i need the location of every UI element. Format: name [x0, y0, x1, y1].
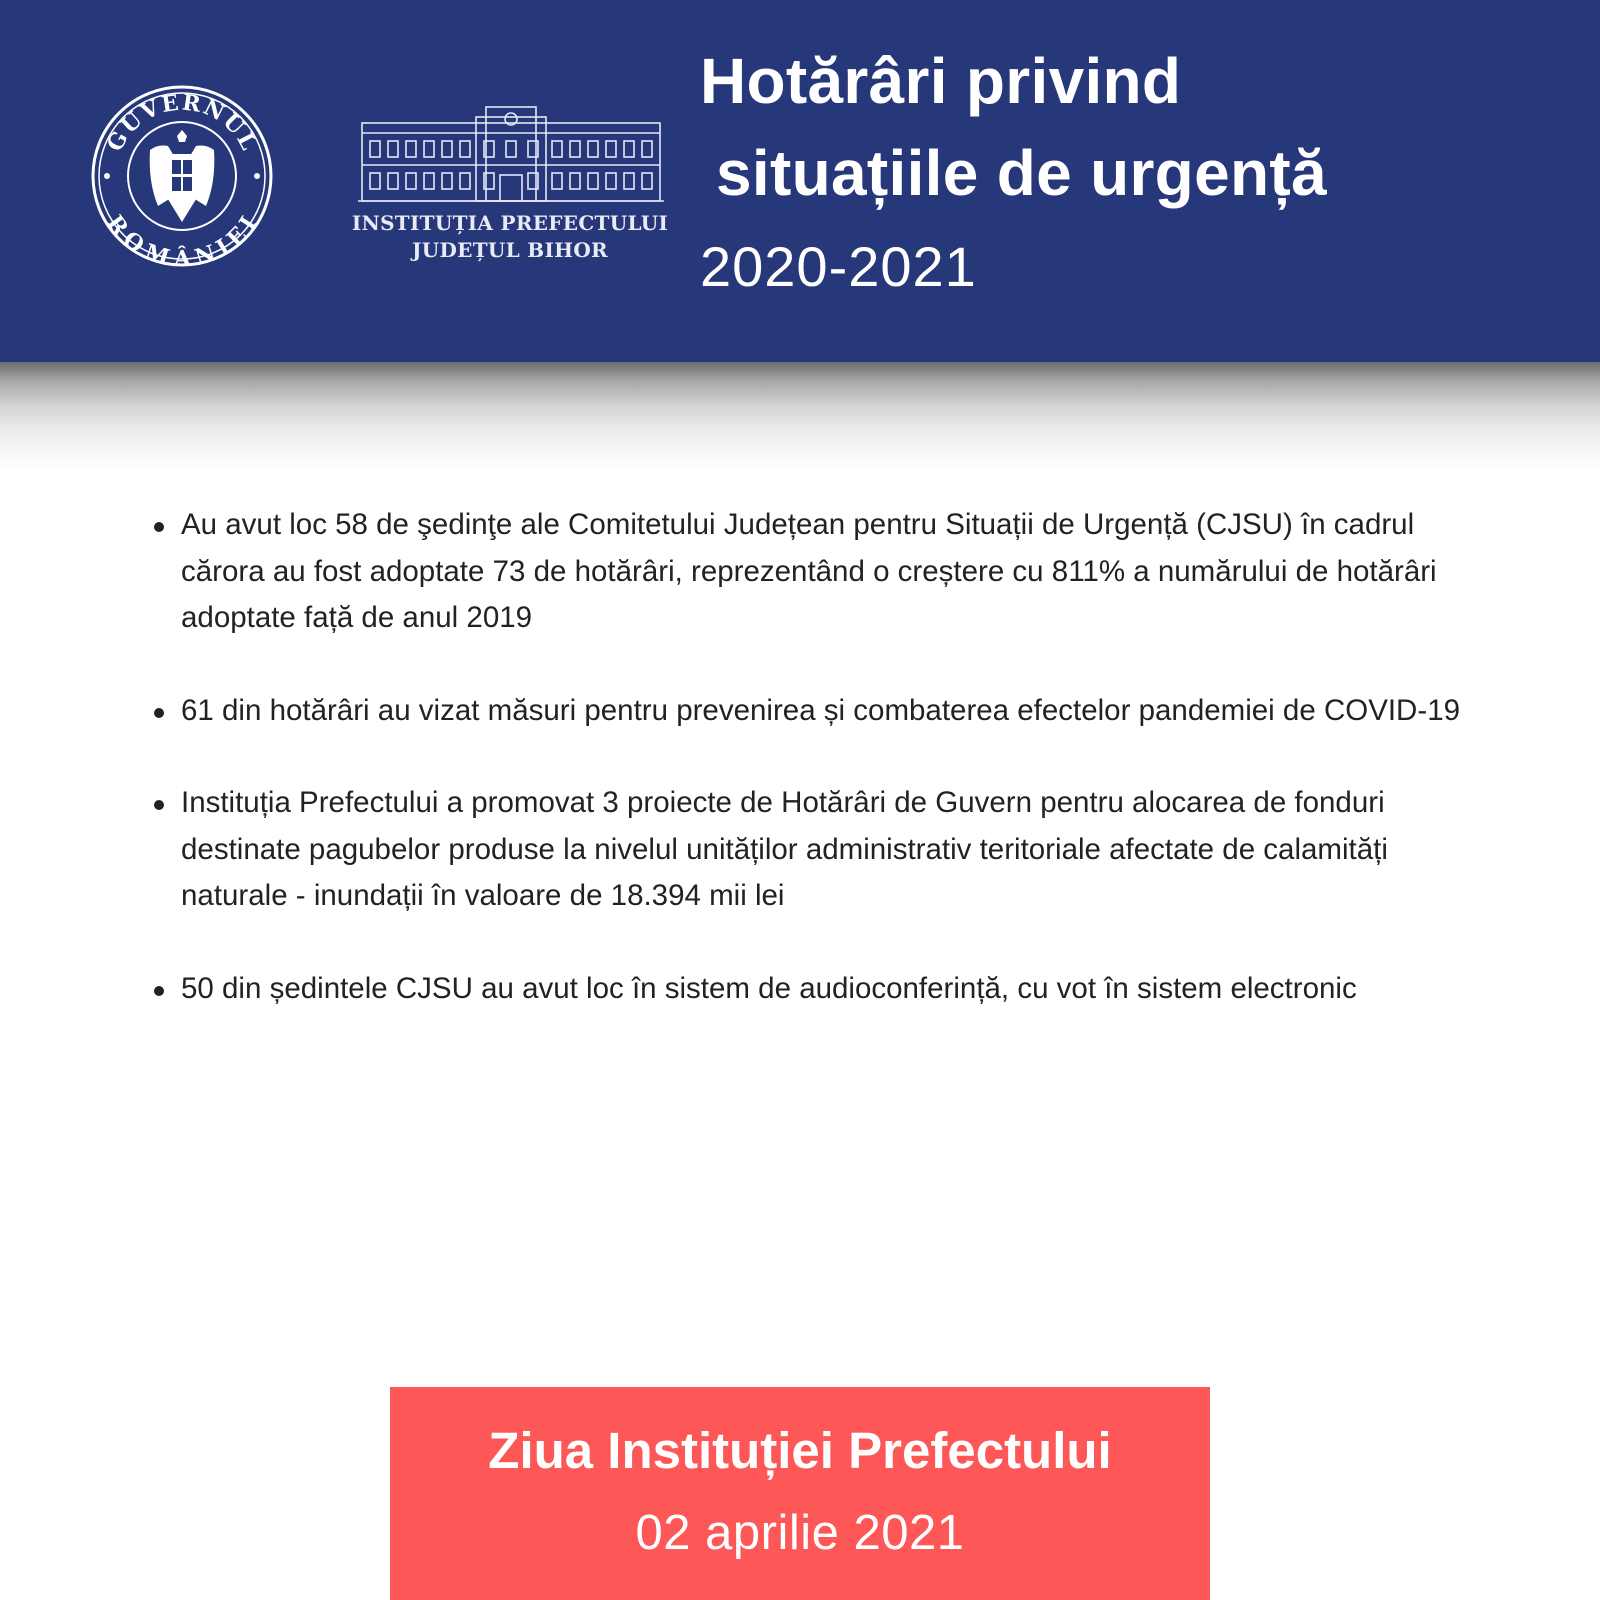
institution-name-line1: INSTITUȚIA PREFECTULUI — [351, 211, 669, 235]
title-line2: situațiile de urgență — [716, 137, 1327, 209]
header-shadow — [0, 362, 1600, 472]
bullet-dot-icon — [154, 708, 164, 718]
bullet-text: 50 din ședintele CJSU au avut loc în sistem de audioconferință, cu vot în sistem electronic — [181, 971, 1357, 1005]
bullet-text: Au avut loc 58 de şedinţe ale Comitetului Județean pentru Situații de Urgență (CJSU) în cadrul cărora au fost adoptate 73 de hotărâri, reprezentând o creștere cu 811% a numărului de hotărâri adoptate față de anul 2019 — [181, 508, 1437, 634]
footer-banner — [390, 1387, 1210, 1600]
institution-name-line2: JUDEȚUL BIHOR — [412, 238, 608, 262]
bullet-text: Instituția Prefectului a promovat 3 proiecte de Hotărâri de Guvern pentru alocarea de fonduri destinate pagubelor produse la nivelul unităților administrativ teritoriale afectate de calamități naturale - inundații în valoare de 18.394 mii lei — [181, 786, 1388, 912]
bullet-dot-icon — [154, 986, 164, 996]
footer-title: Ziua Instituției Prefectului — [488, 1422, 1112, 1479]
institution-name — [340, 210, 680, 264]
coat-of-arms-eagle-icon — [150, 130, 215, 222]
bullet-text: 61 din hotărâri au vizat măsuri pentru prevenirea și combaterea efectelor pandemiei de COVID-19 — [181, 693, 1461, 727]
bullet-item — [152, 966, 1482, 1013]
bullet-item — [152, 780, 1482, 920]
svg-text:ROMÂNIEI: ROMÂNIEI — [101, 210, 263, 268]
bullet-dot-icon — [154, 800, 164, 810]
government-seal-logo — [90, 84, 274, 268]
prefecture-building-icon — [358, 103, 664, 205]
bullet-dot-icon — [154, 522, 164, 532]
svg-text:GUVERNUL: GUVERNUL — [101, 89, 263, 156]
footer-date: 02 aprilie 2021 — [635, 1506, 965, 1560]
bullet-list — [152, 502, 1482, 1012]
bullet-item — [152, 502, 1482, 642]
title-line1: Hotărâri privind — [700, 45, 1182, 117]
title-years: 2020-2021 — [700, 235, 977, 298]
bullet-item — [152, 688, 1482, 735]
header-banner — [0, 0, 1600, 362]
